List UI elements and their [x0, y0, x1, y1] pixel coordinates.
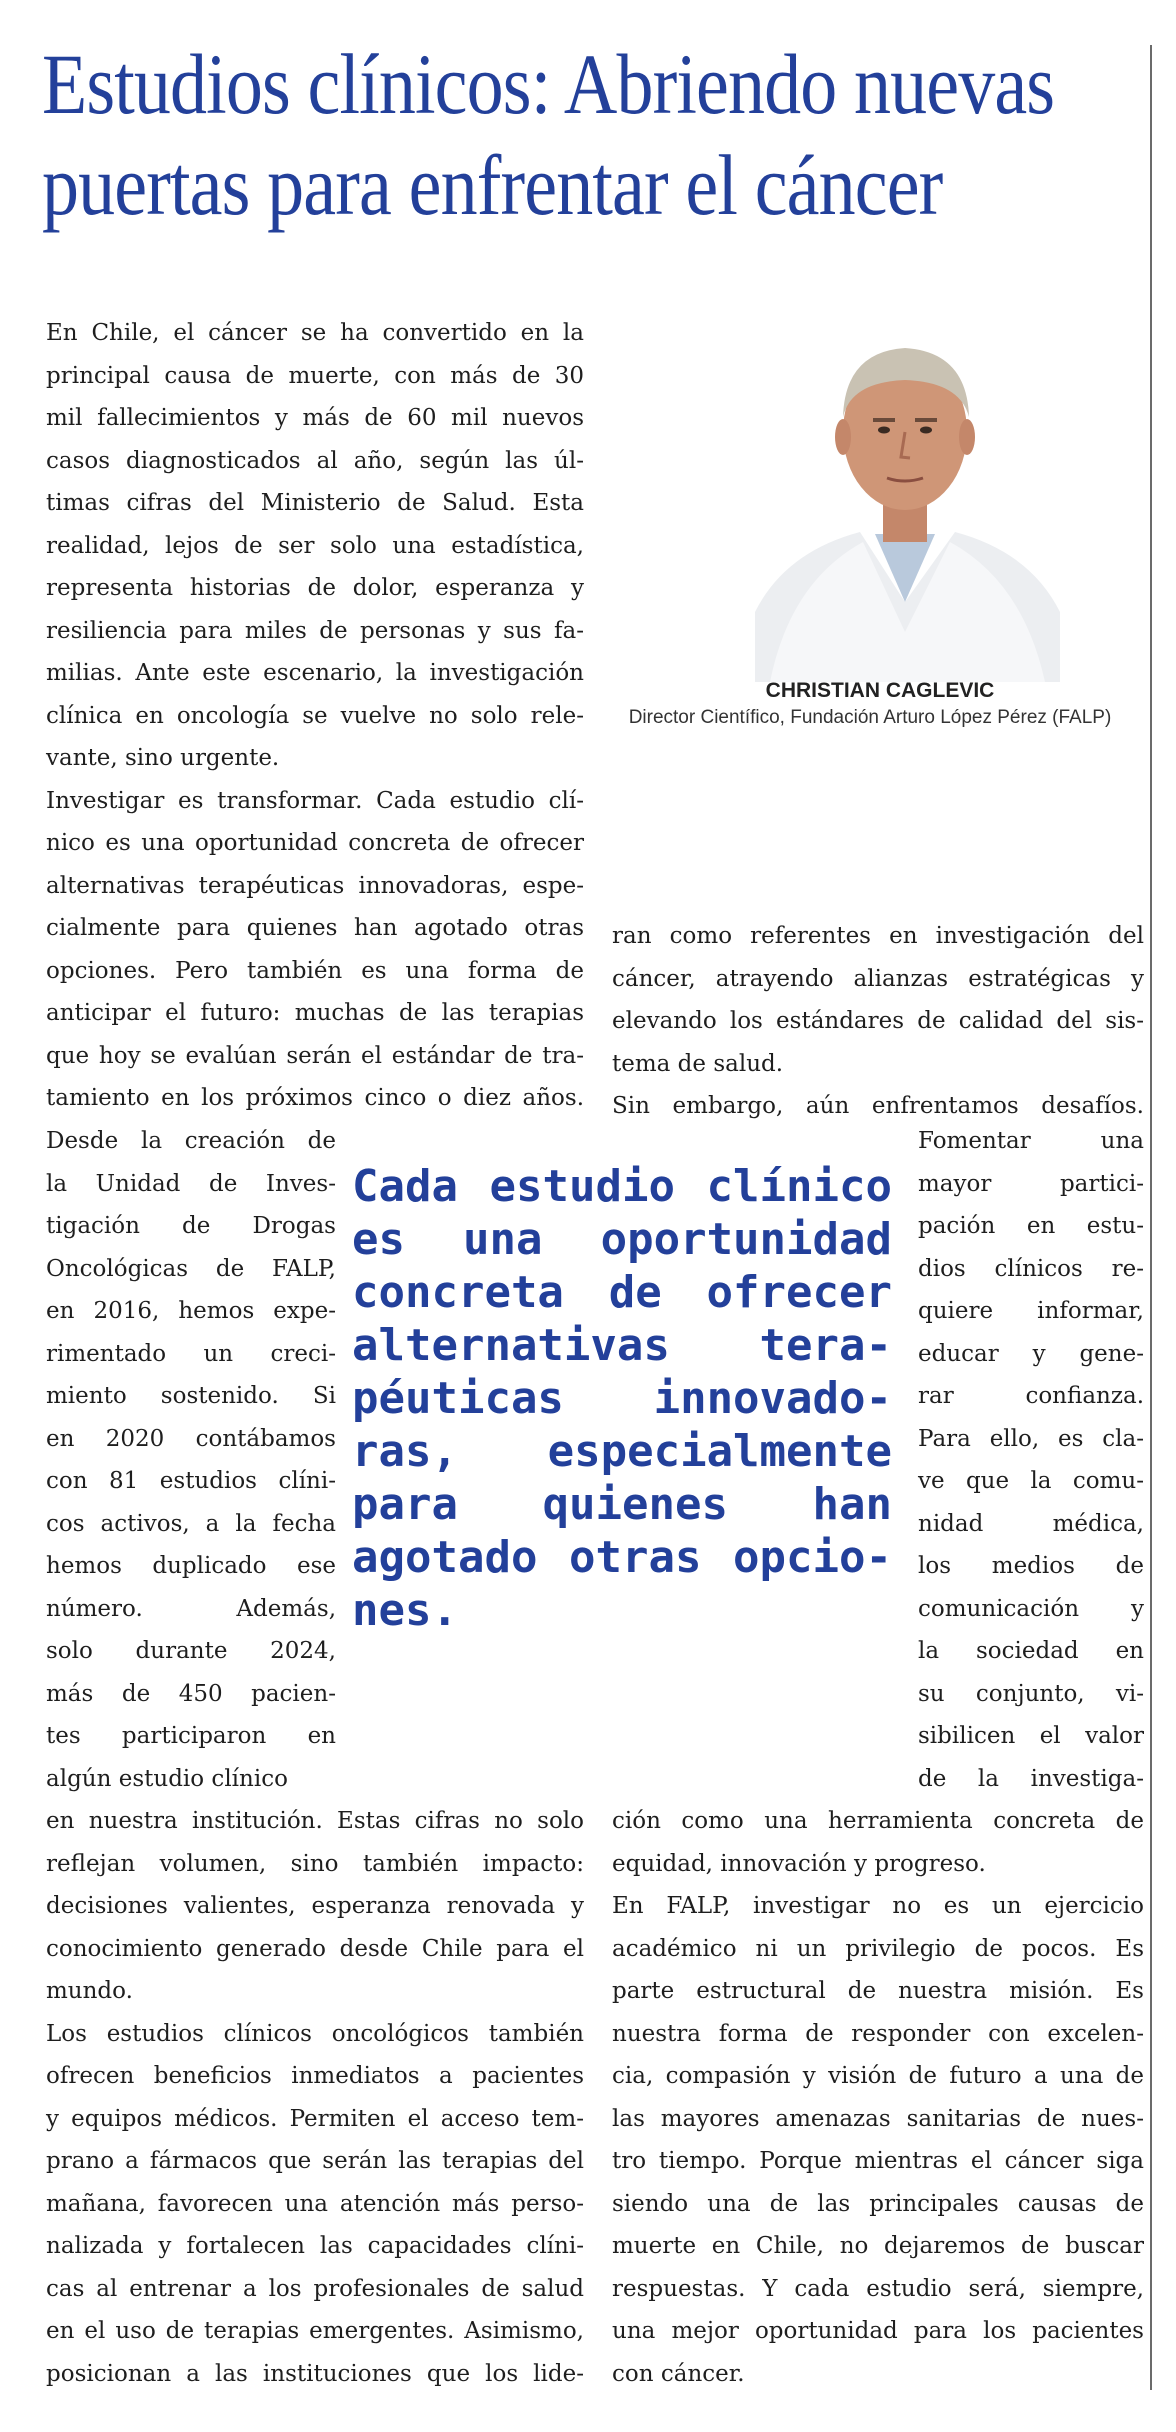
body-line: académico ni un privilegio de pocos. Es	[612, 1935, 1144, 1962]
body-line: equidad, innovación y progreso.	[612, 1850, 986, 1877]
body-line: en nuestra institución. Estas cifras no solo	[46, 1808, 584, 1834]
body-line: representa historias de dolor, esperanza y	[46, 575, 584, 601]
body-line: Para ello, es cla-	[918, 1425, 1144, 1452]
body-line: dios clínicos re-	[918, 1255, 1144, 1282]
body-line: En FALP, investigar no es un ejercicio	[612, 1893, 1144, 1919]
body-line: con cáncer.	[612, 2360, 745, 2387]
body-line: rar confianza.	[918, 1383, 1144, 1409]
pull-quote-line: ras, especialmente	[352, 1426, 892, 1477]
body-line: los medios de	[918, 1553, 1144, 1579]
body-line: opciones. Pero también es una forma de	[46, 957, 584, 984]
headline-line: puertas para enfrentar el cáncer	[42, 137, 943, 233]
body-line: nuestra forma de responder con excelen-	[612, 2020, 1144, 2047]
body-line: nico es una oportunidad concreta de ofrecer	[46, 830, 584, 856]
pull-quote-line: nes.	[352, 1585, 458, 1636]
body-line: Oncológicas de FALP,	[46, 1255, 336, 1282]
body-line: Investigar es transformar. Cada estudio clí-	[46, 787, 584, 814]
body-line: realidad, lejos de ser solo una estadística,	[46, 532, 584, 559]
body-line: la Unidad de Inves-	[46, 1170, 336, 1197]
body-line: hemos duplicado ese	[46, 1553, 336, 1579]
body-line: respuestas. Y cada estudio será, siempre,	[612, 2275, 1144, 2302]
body-line: cos activos, a la fecha	[46, 1510, 336, 1537]
column-rule	[1150, 45, 1152, 2390]
body-line: Desde la creación de	[46, 1128, 336, 1154]
pull-quote-line: es una oportunidad	[352, 1214, 892, 1265]
body-line: anticipar el futuro: muchas de las terapias	[46, 1000, 584, 1026]
pull-quote-line: para quienes han	[352, 1479, 892, 1530]
body-line: siendo una de las principales causas de	[612, 2190, 1144, 2217]
body-line: tema de salud.	[612, 1050, 784, 1077]
body-line: posicionan a las instituciones que los lide-	[46, 2360, 584, 2387]
body-line: ofrecen beneficios inmediatos a pacientes	[46, 2063, 584, 2089]
body-line: conocimiento generado desde Chile para el	[46, 1935, 584, 1962]
body-line: nidad médica,	[918, 1510, 1144, 1537]
body-column-intro	[46, 312, 584, 1120]
body-line: clínica en oncología se vuelve no solo rele-	[46, 702, 584, 729]
caption-role: Director Científico, Fundación Arturo López Pérez (FALP)	[628, 707, 1112, 728]
body-line: tigación de Drogas	[46, 1213, 336, 1239]
body-line: que hoy se evalúan serán el estándar de tra-	[46, 1042, 584, 1069]
body-line: mañana, favorecen una atención más perso-	[46, 2190, 584, 2217]
body-line: Fomentar una	[918, 1128, 1144, 1154]
pull-quote-line: péuticas innovado-	[352, 1373, 892, 1424]
body-line: cia, compasión y visión de futuro a una de	[612, 2063, 1144, 2089]
headline	[42, 34, 1055, 236]
body-line: número. Además,	[46, 1595, 336, 1622]
body-line: y equipos médicos. Permiten el acceso tem-	[46, 2105, 584, 2132]
body-line: de la investiga-	[918, 1765, 1144, 1792]
body-line: sibilicen el valor	[918, 1723, 1144, 1749]
body-line: una mejor oportunidad para los pacientes	[612, 2318, 1144, 2344]
body-line: solo durante 2024,	[46, 1638, 336, 1664]
caption-name: CHRISTIAN CAGLEVIC	[765, 679, 995, 702]
body-column-left-bottom	[46, 1800, 584, 2395]
body-line: vante, sino urgente.	[46, 745, 280, 771]
body-line: mil fallecimientos y más de 60 mil nuevos	[46, 405, 584, 431]
body-line: reflejan volumen, sino también impacto:	[46, 1850, 584, 1877]
body-line: nalizada y fortalecen las capacidades clíni-	[46, 2233, 584, 2259]
body-line: algún estudio clínico	[46, 1765, 288, 1792]
body-line: las mayores amenazas sanitarias de nues-	[612, 2105, 1144, 2132]
body-line: ve que la comu-	[918, 1468, 1144, 1494]
body-line: principal causa de muerte, con más de 30	[46, 362, 584, 389]
body-line: Los estudios clínicos oncológicos también	[46, 2020, 584, 2047]
body-line: en el uso de terapias emergentes. Asimismo,	[46, 2318, 584, 2344]
pull-quote-line: Cada estudio clínico	[352, 1161, 892, 1212]
body-line: alternativas terapéuticas innovadoras, espe-	[46, 872, 584, 899]
body-line: miento sostenido. Si	[46, 1383, 336, 1409]
body-line: elevando los estándares de calidad del sis-	[612, 1008, 1144, 1034]
body-line: cáncer, atrayendo alianzas estratégicas y	[612, 965, 1144, 992]
body-line: mundo.	[46, 1978, 133, 2004]
body-line: parte estructural de nuestra misión. Es	[612, 1978, 1144, 2004]
body-line: muerte en Chile, no dejaremos de buscar	[612, 2233, 1144, 2259]
body-line: timas cifras del Ministerio de Salud. Esta	[46, 490, 584, 516]
body-line: prano a fármacos que serán las terapias del	[46, 2148, 584, 2174]
body-line: En Chile, el cáncer se ha convertido en la	[46, 320, 584, 346]
body-line: tes participaron en	[46, 1723, 336, 1749]
body-line: en 2020 contábamos	[46, 1425, 336, 1452]
pull-quote-line: agotado otras opcio-	[352, 1532, 892, 1583]
body-line: mayor partici-	[918, 1170, 1144, 1197]
body-line: su conjunto, vi-	[918, 1680, 1144, 1707]
body-line: pación en estu-	[918, 1213, 1144, 1239]
pull-quote-line: concreta de ofrecer	[352, 1267, 892, 1318]
body-line: cialmente para quienes han agotado otras	[46, 915, 584, 941]
body-column-right-bottom	[612, 1800, 1144, 2395]
body-line: ción como una herramienta concreta de	[612, 1808, 1144, 1834]
body-line: en 2016, hemos expe-	[46, 1298, 336, 1324]
body-line: tro tiempo. Porque mientras el cáncer siga	[612, 2148, 1144, 2174]
portrait-illustration	[755, 302, 1060, 682]
headline-line: Estudios clínicos: Abriendo nuevas	[42, 36, 1055, 132]
body-line: Sin embargo, aún enfrentamos desafíos.	[612, 1093, 1144, 1119]
body-column-right-narrow	[918, 1120, 1144, 1800]
body-line: rimentado un creci-	[46, 1340, 336, 1367]
body-column-right-top	[612, 915, 1144, 1128]
body-column-left-narrow	[46, 1120, 336, 1800]
body-line: tamiento en los próximos cinco o diez años.	[46, 1085, 584, 1111]
body-line: educar y gene-	[918, 1340, 1144, 1367]
body-line: comunicación y	[918, 1595, 1144, 1622]
body-line: milias. Ante este escenario, la investigación	[46, 660, 584, 686]
body-line: cas al entrenar a los profesionales de salud	[46, 2275, 584, 2302]
body-line: decisiones valientes, esperanza renovada y	[46, 1893, 584, 1919]
body-line: resiliencia para miles de personas y sus fa-	[46, 617, 584, 644]
portrait-photo	[755, 302, 1060, 682]
body-line: la sociedad en	[918, 1638, 1144, 1664]
body-line: más de 450 pacien-	[46, 1680, 336, 1707]
pull-quote	[352, 1160, 892, 1637]
pull-quote-line: alternativas tera-	[352, 1320, 892, 1371]
body-line: casos diagnosticados al año, según las úl-	[46, 447, 584, 474]
body-line: ran como referentes en investigación del	[612, 923, 1144, 949]
body-line: quiere informar,	[918, 1298, 1144, 1324]
body-line: con 81 estudios clíni-	[46, 1468, 336, 1494]
